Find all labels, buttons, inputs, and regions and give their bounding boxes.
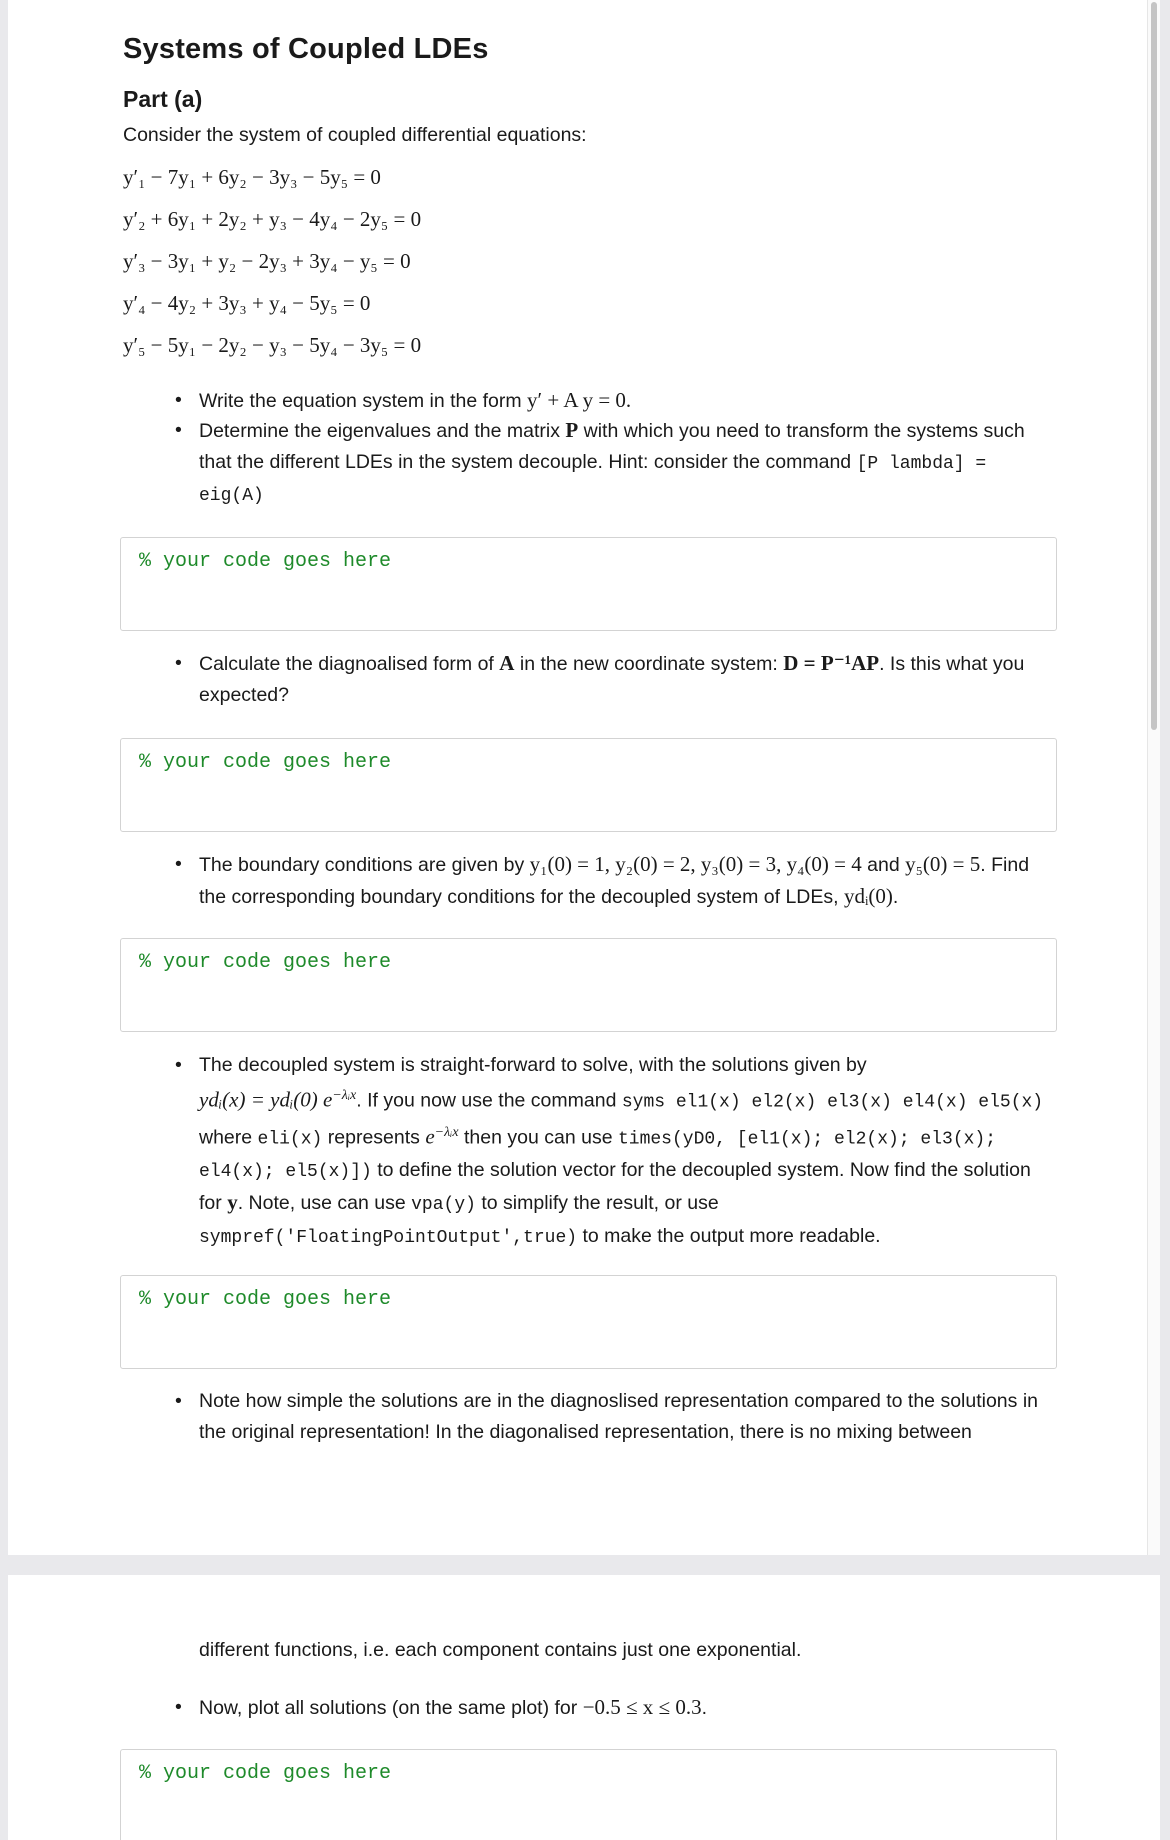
text: Note how simple the solutions are in the diagnoslised representation compared to the solutions in the original representation! In the diagonalised representation, there is no mixing between (199, 1390, 1038, 1443)
text: then you can use (458, 1126, 618, 1148)
math: D = P⁻¹AP (783, 651, 880, 675)
math: y₅(0) = 5 (905, 852, 981, 876)
bullet-plot (199, 1692, 1059, 1724)
inline-code: eli(x) (257, 1129, 323, 1149)
text: and (861, 854, 906, 876)
text: to make the output more readable. (577, 1224, 881, 1247)
text: Determine the eigenvalues and the matrix (199, 420, 566, 442)
page-sheet-1 (8, 0, 1160, 1555)
bullet-write-form (199, 385, 1059, 417)
code-comment: % your code goes here (139, 951, 392, 974)
math-exponent: −λᵢx (434, 1124, 459, 1140)
math: e (425, 1124, 435, 1148)
text: Write the equation system in the form (199, 390, 528, 412)
math: ydᵢ(0) (843, 883, 893, 908)
code-cell-1[interactable] (120, 537, 1057, 631)
text: . (701, 1697, 708, 1719)
text: The boundary conditions are given by (199, 854, 530, 876)
math: y₁(0) = 1, y₂(0) = 2, y₃(0) = 3, y₄(0) = 4 (529, 852, 862, 876)
math: y (227, 1190, 238, 1214)
text: . Is this what you expected? (199, 653, 1025, 706)
text: represents (322, 1126, 426, 1148)
inline-code: vpa(y) (411, 1195, 476, 1215)
text: with which you need to transform the systems such that the different LDEs in the system decouple. Hint: consider the command (199, 420, 1025, 473)
inline-code: [P lambda] = eig(A) (199, 453, 987, 506)
equation-3: y′₃ − 3y₁ + y₂ − 2y₃ + 3y₄ − y₅ = 0 (123, 249, 411, 273)
math: P (565, 418, 579, 442)
text: The decoupled system is straight-forward to solve, with the solutions given by (199, 1054, 867, 1076)
text: . If you now use the command (356, 1089, 622, 1111)
bullet-note-simple (199, 1386, 1059, 1447)
inline-code: sympref('FloatingPointOutput',true) (199, 1227, 578, 1248)
text: Now, plot all solutions (on the same plot) for (199, 1697, 583, 1719)
page-sheet-2 (8, 1575, 1160, 1840)
bullet-decoupled-solution (199, 1050, 1059, 1253)
text: . (892, 885, 899, 908)
inline-code: syms el1(x) el2(x) el3(x) el4(x) el5(x) (621, 1092, 1044, 1112)
scrollbar-thumb[interactable] (1151, 2, 1157, 730)
text: to simplify the result, or use (475, 1192, 719, 1214)
equation-5: y′₅ − 5y₁ − 2y₂ − y₃ − 5y₄ − 3y₅ = 0 (123, 333, 422, 357)
equation-2: y′₂ + 6y₁ + 2y₂ + y₃ − 4y₄ − 2y₅ = 0 (123, 207, 422, 231)
bullet-boundary (199, 849, 1059, 912)
code-cell-4[interactable] (120, 1275, 1057, 1369)
intro-text: Consider the system of coupled differential equations: (123, 124, 587, 146)
bullet-diagonalised (199, 648, 1059, 710)
part-heading: Part (a) (123, 86, 203, 112)
equation-4: y′₄ − 4y₂ + 3y₃ + y₄ − 5y₅ = 0 (123, 291, 371, 315)
text: to define the solution vector for the decoupled system. Now find the solution for (199, 1158, 1031, 1214)
text: different functions, i.e. each component contains just one exponential. (199, 1639, 802, 1661)
code-comment: % your code goes here (139, 1288, 392, 1311)
text: where (199, 1126, 258, 1148)
text: Calculate the diagnoalised form of (199, 653, 500, 675)
code-comment: % your code goes here (139, 550, 392, 573)
bullet-note-simple-continued (199, 1635, 1059, 1666)
code-cell-5[interactable] (120, 1749, 1057, 1840)
page-title: Systems of Coupled LDEs (123, 33, 489, 65)
equation-1: y′₁ − 7y₁ + 6y₂ − 3y₃ − 5y₅ = 0 (123, 165, 381, 189)
code-comment: % your code goes here (139, 1762, 392, 1785)
math: −0.5 ≤ x ≤ 0.3 (582, 1695, 702, 1719)
scrollbar[interactable] (1147, 0, 1160, 1555)
code-comment: % your code goes here (139, 751, 392, 774)
math: ydᵢ(x) = ydᵢ(0) e (199, 1087, 333, 1111)
math: A (499, 651, 515, 675)
math-exponent: −λᵢx (332, 1087, 357, 1103)
text: . Note, use can use (237, 1192, 412, 1214)
math: y′ + A y = 0. (527, 388, 632, 412)
inline-code: times(yD0, [el1(x); el2(x); el3(x); el4(x); el5(x)]) (199, 1129, 997, 1182)
text: . Find the corresponding boundary conditions for the decoupled system of LDEs, (199, 854, 1030, 908)
bullet-eigenvalues (199, 415, 1059, 512)
code-cell-3[interactable] (120, 938, 1057, 1032)
text: in the new coordinate system: (514, 653, 784, 675)
code-cell-2[interactable] (120, 738, 1057, 832)
